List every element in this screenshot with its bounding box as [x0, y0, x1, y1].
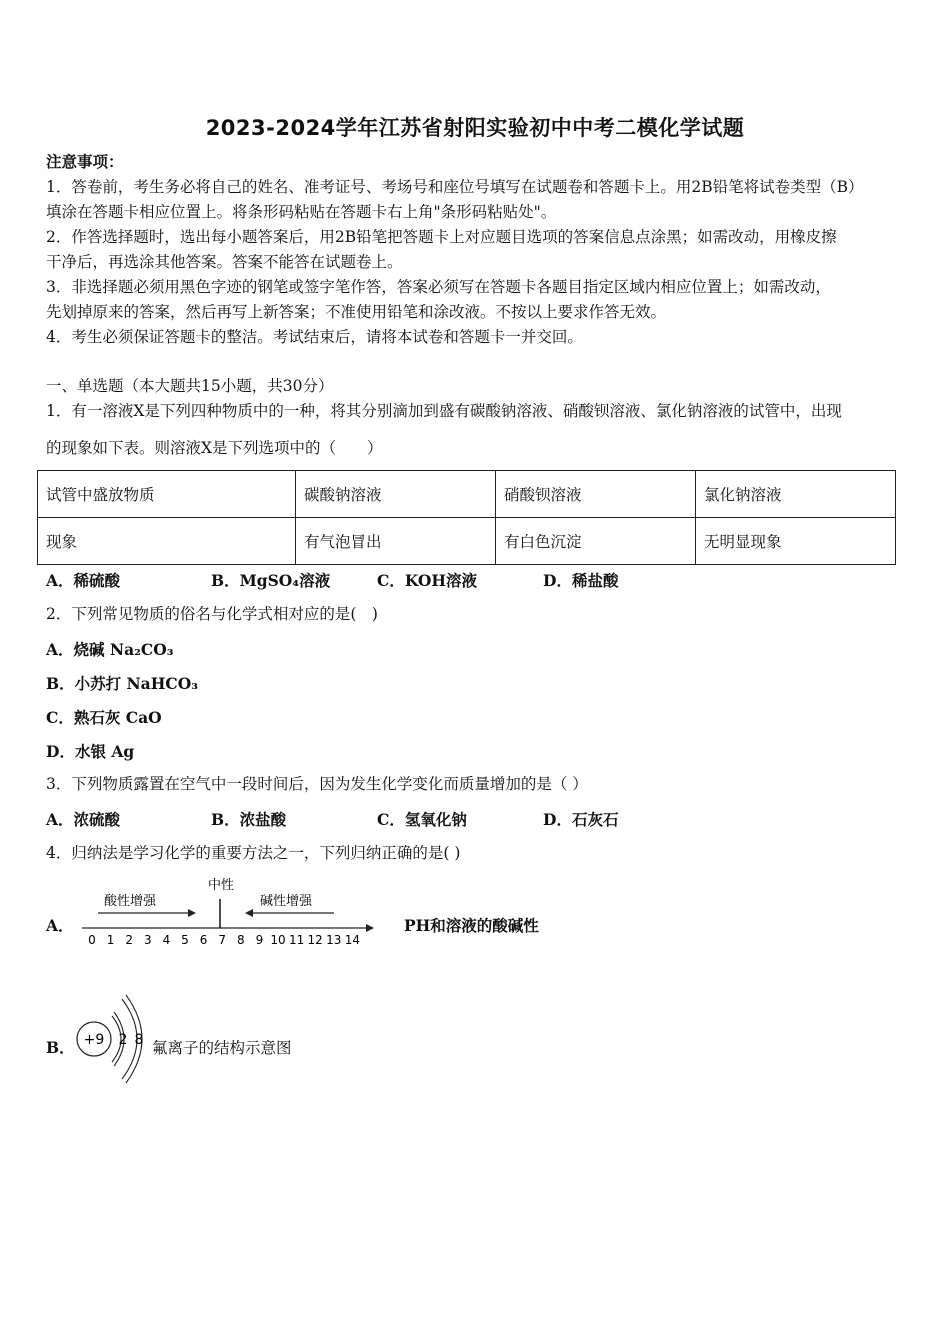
ph-tick-label: 0 [88, 933, 96, 947]
ph-tick-label: 7 [218, 933, 227, 947]
q1-option-c: C．KOH溶液 [377, 571, 478, 590]
q3-option-c: C．氢氧化钠 [377, 810, 467, 829]
q2-stem: 2．下列常见物质的俗名与化学式相对应的是( ) [46, 605, 378, 623]
q2-option-c: C．熟石灰 CaO [46, 708, 162, 727]
notice-line: 干净后，再选涂其他答案。答案不能答在试题卷上。 [46, 253, 403, 271]
q1-option-a: A．稀硫酸 [46, 571, 121, 590]
base-arrow-head [245, 909, 253, 917]
notice-line: 先划掉原来的答案，然后再写上新答案；不准使用铅笔和涂改液。不按以上要求作答无效。 [46, 303, 667, 321]
q1-table [37, 470, 896, 565]
table-cell: 硝酸钡溶液 [496, 471, 696, 518]
ph-tick-label: 1 [106, 933, 115, 947]
table-row [38, 471, 896, 518]
q4-option-a-caption: PH和溶液的酸碱性 [404, 916, 539, 935]
notice-line: 填涂在答题卡相应位置上。将条形码粘贴在答题卡右上角"条形码粘贴处"。 [46, 203, 557, 221]
q2-option-d: D．水银 Ag [46, 742, 135, 761]
ph-tick-label: 14 [344, 933, 361, 947]
ph-scale-diagram [70, 870, 390, 950]
ph-tick-label: 9 [255, 933, 264, 947]
q1-option-b: B．MgSO₄溶液 [211, 571, 331, 590]
notice-line: 3．非选择题必须用黑色字迹的钢笔或签字笔作答，答案必须写在答题卡各题目指定区域内相应位置上；如需改动， [46, 278, 831, 296]
q4-option-a-label: A． [46, 916, 74, 935]
ph-tick-labels [88, 933, 360, 947]
q4-option-b-label: B． [46, 1038, 75, 1057]
ph-tick-label: 12 [307, 933, 323, 947]
table-row [38, 518, 896, 565]
shell-1-electrons: 2 [118, 1032, 128, 1048]
ph-tick-label: 5 [181, 933, 189, 947]
acid-label: 酸性增强 [104, 894, 157, 909]
table-cell: 有气泡冒出 [296, 518, 496, 565]
table-cell: 试管中盛放物质 [38, 471, 296, 518]
ph-tick-label: 6 [199, 933, 208, 947]
q1-stem: 的现象如下表。则溶液X是下列选项中的（ ） [46, 439, 383, 457]
neutral-label: 中性 [208, 878, 235, 893]
acid-arrow-head [188, 909, 196, 917]
table-cell: 碳酸钠溶液 [296, 471, 496, 518]
q3-stem: 3．下列物质露置在空气中一段时间后，因为发生化学变化而质量增加的是（ ） [46, 775, 588, 793]
notice-heading: 注意事项： [46, 152, 124, 171]
page-title: 2023-2024学年江苏省射阳实验初中中考二模化学试题 [205, 116, 745, 140]
q1-option-d: D．稀盐酸 [543, 571, 619, 590]
q4-option-b-caption: 氟离子的结构示意图 [152, 1039, 292, 1057]
ph-tick-label: 13 [326, 933, 342, 947]
shell-2-electrons: 8 [134, 1032, 144, 1048]
notice-line: 4．考生必须保证答题卡的整洁。考试结束后，请将本试卷和答题卡一并交回。 [46, 328, 583, 346]
section-heading: 一、单选题（本大题共15小题，共30分） [46, 377, 334, 395]
q3-option-b: B．浓盐酸 [211, 810, 287, 829]
ph-tick-label: 4 [162, 933, 171, 947]
q4-stem: 4．归纳法是学习化学的重要方法之一，下列归纳正确的是( ) [46, 844, 461, 862]
ph-tick-label: 3 [143, 933, 152, 947]
q1-stem: 1．有一溶液X是下列四种物质中的一种，将其分别滴加到盛有碳酸钠溶液、硝酸钡溶液、氯化钠溶液的试管中，出现 [46, 402, 842, 420]
ph-tick-label: 2 [125, 933, 134, 947]
notice-line: 2．作答选择题时，选出每小题答案后，用2B铅笔把答题卡上对应题目选项的答案信息点涂黑；如需改动，用橡皮擦 [46, 228, 837, 246]
base-label: 碱性增强 [260, 894, 313, 909]
ph-tick-label: 10 [270, 933, 286, 947]
q2-option-b: B．小苏打 NaHCO₃ [46, 674, 198, 693]
ph-tick-label: 8 [236, 933, 245, 947]
table-cell: 无明显现象 [696, 518, 896, 565]
notice-line: 1．答卷前，考生务必将自己的姓名、准考证号、考场号和座位号填写在试题卷和答题卡上。用2B铅笔将试卷类型（B） [46, 178, 864, 196]
fluoride-ion-diagram [72, 994, 152, 1084]
table-cell: 现象 [38, 518, 296, 565]
q2-option-a: A．烧碱 Na₂CO₃ [46, 640, 174, 659]
q3-option-d: D．石灰石 [543, 810, 619, 829]
nucleus-charge: +9 [83, 1032, 105, 1048]
table-cell: 氯化钠溶液 [696, 471, 896, 518]
ph-tick-label: 11 [288, 933, 305, 947]
table-cell: 有白色沉淀 [496, 518, 696, 565]
q3-option-a: A．浓硫酸 [46, 810, 121, 829]
ph-axis-arrow [366, 924, 374, 932]
